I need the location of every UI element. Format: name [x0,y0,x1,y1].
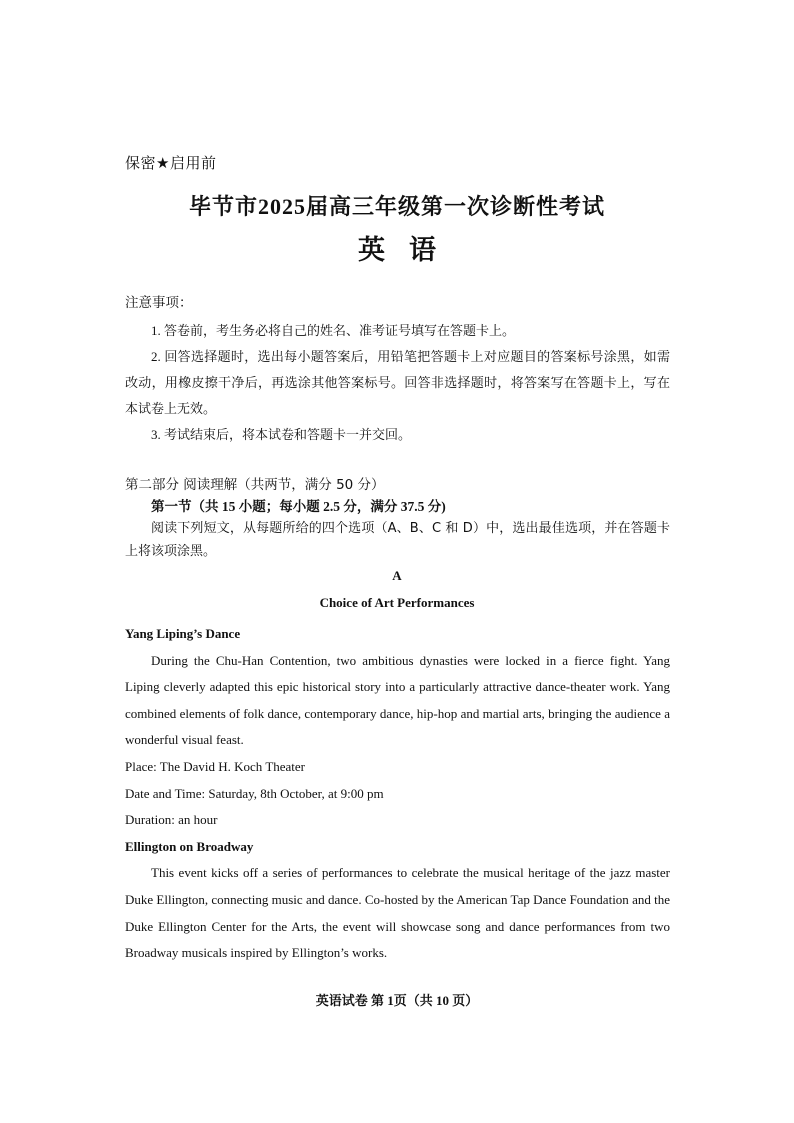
page-footer: 英语试卷 第 1页（共 10 页） [315,993,479,1008]
event-1-place: Place: The David H. Koch Theater [125,758,306,774]
section-heading: 第一节（共 15 小题；每小题 2.5 分，满分 37.5 分) [151,499,446,514]
passage-body [125,621,670,967]
notice-item-3: 3. 考试结束后，将本试卷和答题卡一并交回。 [151,427,412,442]
passage-title: Choice of Art Performances [319,595,475,610]
passage-label: A [392,568,402,583]
event-1-name: Yang Liping’s Dance [125,626,241,641]
notice-heading: 注意事项： [125,295,193,311]
event-1-description: During the Chu-Han Contention, two ambitious dynasties were locked in a fierce fight. Yang Liping cleverly adapted this epic historical story into a particularly attractive dance-theater work. Yang combined elements of folk dance, contemporary dance, hip-hop and martial arts, bringing the audience a wonderful visual feast. [125,652,670,748]
notice-item-1: 1. 答卷前，考生务必将自己的姓名、准考证号填写在答题卡上。 [151,323,516,338]
confidential-label: 保密★启用前 [125,154,217,172]
notice-item-2: 2. 回答选择题时，选出每小题答案后，用铅笔把答题卡上对应题目的答案标号涂黑，如需改动，用橡皮擦干净后，再选涂其他答案标号。回答非选择题时，将答案写在答题卡上，写在本试卷上无效。 [125,349,670,416]
event-1-duration: Duration: an hour [125,812,218,828]
subject-title: 英语 [358,235,460,265]
part-heading: 第二部分 阅读理解（共两节，满分 50 分） [125,477,385,493]
notice-list [125,318,670,448]
event-2-description: This event kicks off a series of performances to celebrate the musical heritage of the jazz master Duke Ellington, connecting music and dance. Co-hosted by the American Tap Dance Foundation and the Duke Ellington Center for the Arts, the event will showcase song and dance performances from two Broadway musicals inspired by Ellington’s works. [125,865,670,961]
event-1-date-time: Date and Time: Saturday, 8th October, at 9:00 pm [125,785,384,801]
exam-title: 毕节市2025届高三年级第一次诊断性考试 [188,194,605,219]
event-2-name: Ellington on Broadway [125,838,254,854]
instructions: 阅读下列短文，从每题所给的四个选项（A、B、C 和 D）中，选出最佳选项，并在答题卡上将该项涂黑。 [125,521,670,559]
